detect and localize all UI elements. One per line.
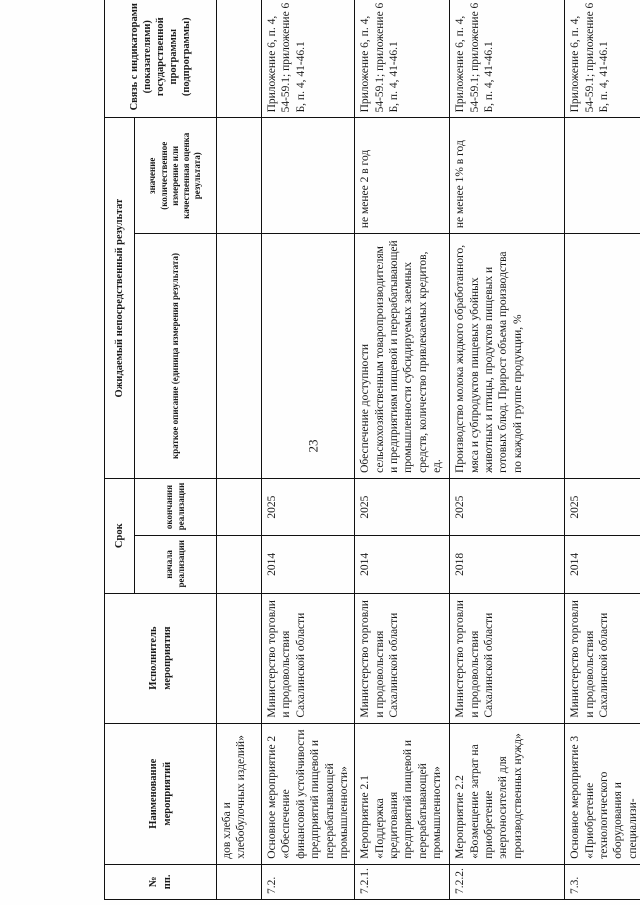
row-link [217,0,262,118]
table-row [565,0,640,900]
table-row [355,0,450,900]
row-desc [262,234,355,479]
row-end: 2025 [450,478,565,535]
row-executor: Министерство торговли и продовольствия Сахалинской области [355,593,450,723]
table-row [217,0,262,900]
header-link: Связь с индикаторами (показателями) государственной программы (подпрограммы) [105,0,217,118]
row-num: 7.2.1. [355,864,450,899]
row-link: Приложение 6, п. 4, 54-59.1; приложение 6 Б, п. 4, 41-46.1 [355,0,450,118]
row-link: Приложение 6, п. 4, 54-59.1; приложение 6 Б, п. 4, 41-46.1 [450,0,565,118]
table-row [450,0,565,900]
row-value [565,118,640,234]
header-start: начала реализации [135,536,217,593]
header-result: Ожидаемый непосредственный результат [105,118,135,478]
row-desc: Производство молока жидкого обработанного, мяса и субпродуктов пищевых убойных животных и птицы, продуктов пищевых и готовых блюд. Прирост объема производства по каждой группе продукции, % [450,234,565,479]
row-desc: Обеспечение доступности сельскохозяйственным товаропроизводителям и предприятиям пищевой и перерабатывающей промышленности субсидируемых заемных средств, количество привлекаемых кредитов, ед. [355,234,450,479]
row-name: Основное мероприятие 2 «Обеспечение финансовой устойчивости предприятий пищевой и перерабатывающей промышленности» [262,723,355,864]
row-start: 2018 [450,536,565,593]
row-name: Основное мероприятие 3 «Приобретение технологического оборудования и специализи- [565,723,640,864]
row-value [262,118,355,234]
row-num: 7.3. [565,864,640,899]
row-name: Мероприятие 2.2 «Возмещение затрат на приобретение энергоносителей для производственных нужд» [450,723,565,864]
row-link: Приложение 6, п. 4, 54-59.1; приложение 6 Б, п. 4, 41-46.1 [565,0,640,118]
page-number: 23 [305,439,321,453]
header-name: Наименование мероприятий [105,723,217,864]
row-executor: Министерство торговли и продовольствия Сахалинской области [565,593,640,723]
row-executor: Министерство торговли и продовольствия Сахалинской области [262,593,355,723]
row-link: Приложение 6, п. 4, 54-59.1; приложение 6 Б, п. 4, 41-46.1 [262,0,355,118]
header-num: № пп. [105,864,217,899]
row-name: Мероприятие 2.1 «Поддержка кредитования предприятий пищевой и перерабатывающей промышленности» [355,723,450,864]
header-desc: краткое описание (единица измерения результата) [135,234,217,479]
row-desc [217,234,262,479]
row-executor [217,593,262,723]
row-end [217,478,262,535]
row-start: 2014 [355,536,450,593]
measures-table [104,0,639,900]
header-end: окончания реализации [135,478,217,535]
row-desc [565,234,640,479]
row-end: 2025 [565,478,640,535]
header-term: Срок [105,478,135,593]
row-num: 7.2.2. [450,864,565,899]
row-num: 7.2. [262,864,355,899]
row-start: 2014 [262,536,355,593]
row-num [217,864,262,899]
table-row [262,0,355,900]
header-value: значение (количественное измерение или качественная оценка результата) [135,118,217,234]
row-value: не менее 2 в год [355,118,450,234]
row-executor: Министерство торговли и продовольствия Сахалинской области [450,593,565,723]
row-value: не менее 1% в год [450,118,565,234]
row-name: дов хлеба и хлебобулочных изделий» [217,723,262,864]
row-start [217,536,262,593]
header-executor: Исполнитель мероприятия [105,593,217,723]
row-value [217,118,262,234]
row-start: 2014 [565,536,640,593]
row-end: 2025 [355,478,450,535]
row-end: 2025 [262,478,355,535]
